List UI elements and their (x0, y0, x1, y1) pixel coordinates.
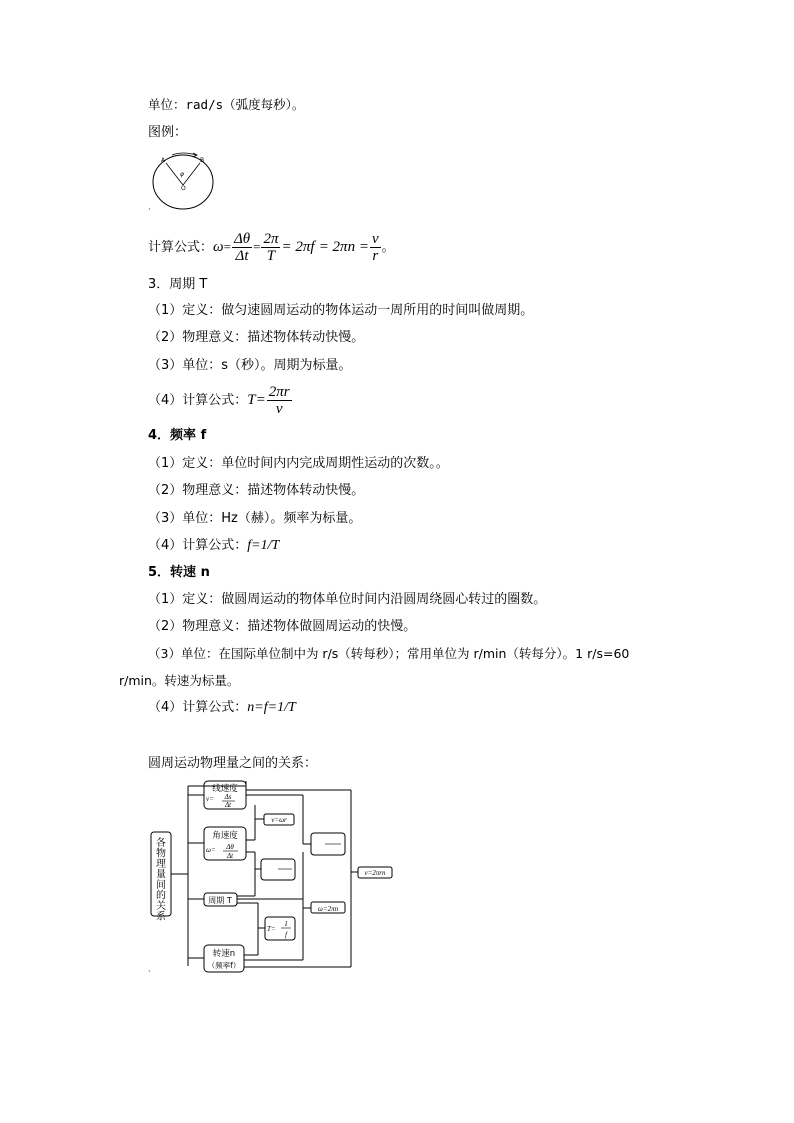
period-unit: （3）单位：s（秒）。周期为标量。 (148, 358, 352, 373)
svg-text:v=: v= (206, 795, 214, 803)
bullet-mark: · (148, 205, 151, 214)
period-heading: 3．周期 T (148, 277, 208, 292)
speed-box-sub: （频率f） (207, 961, 241, 970)
side-label-char: 系 (156, 911, 166, 923)
side-label (156, 836, 166, 923)
period-formula: （4）计算公式：T= $\frac{2\pi r}{v}$ (148, 384, 290, 417)
speed-formula: （4）计算公式：n=f=1/T (148, 700, 296, 715)
relation-diagram (148, 778, 398, 974)
frequency-formula: （4）计算公式：f=1/T (148, 538, 280, 553)
svg-text:f: f (285, 931, 287, 939)
speed-box-label: 转速n (212, 949, 236, 959)
speed-unit-line1: （3）单位：在国际单位制中为 r/s（转每秒）；常用单位为 r/min（转每分）。1 r/s=60 (148, 646, 630, 661)
speed-definition: （1）定义：做圆周运动的物体单位时间内沿圆周绕圆心转过的圈数。 (148, 592, 547, 607)
omega-2pi-t-box (261, 859, 295, 880)
angular-figure (150, 150, 216, 212)
side-label-char: 的 (156, 890, 166, 902)
fraction-v-r: $\frac{v}{r}$ (371, 231, 379, 264)
fraction-dtheta-dt: $\frac{\Delta\theta}{\Delta t}$ (233, 231, 251, 264)
speed-meaning: （2）物理意义：描述物体做圆周运动的快慢。 (148, 619, 417, 634)
formula-prefix: 计算公式： (148, 240, 214, 255)
side-label-char: 物 (156, 848, 166, 860)
angle-label: φ (180, 171, 184, 178)
legend-label: 图例： (148, 125, 188, 140)
svg-text:Δt: Δt (226, 852, 234, 860)
frequency-heading: 4．频率 f (148, 428, 207, 443)
frequency-meaning: （2）物理意义：描述物体转动快慢。 (148, 483, 365, 498)
side-label-char: 关 (156, 901, 166, 912)
v-omega-r: v=ωr (271, 816, 287, 824)
speed-unit-line2: r/min。转速为标量。 (119, 673, 240, 688)
angular-speed-label: 角速度 (212, 831, 238, 841)
point-b: B (200, 157, 205, 164)
v-2pirn: v=2πrn (364, 869, 386, 877)
relation-title: 圆周运动物理量之间的关系： (148, 756, 318, 771)
period-definition: （1）定义：做匀速圆周运动的物体运动一周所用的时间叫做周期。 (148, 303, 534, 318)
omega-2pin: ω=2πn (317, 905, 339, 913)
side-label-char: 量 (156, 869, 166, 881)
svg-text:Δθ: Δθ (226, 843, 234, 851)
unit-line: 单位：rad/s（弧度每秒）。 (148, 97, 305, 112)
point-a: A (161, 157, 166, 164)
speed-heading: 5．转速 n (148, 565, 210, 580)
omega-formula: 计算公式：ω= $\frac{\Delta\theta}{\Delta t}$ = $\frac{2\pi}{T}$ = 2πf = 2πn = $\frac{v}{r}$ 。 (148, 231, 395, 264)
svg-text:ω=: ω= (206, 846, 216, 854)
svg-text:1: 1 (284, 920, 288, 928)
svg-text:Δt: Δt (224, 801, 232, 809)
period-meaning: （2）物理意义：描述物体转动快慢。 (148, 330, 365, 345)
radius-b (183, 163, 200, 185)
fraction-2pir-v: $\frac{2\pi r}{v}$ (268, 384, 290, 417)
svg-text:各物理量间的关系 (156, 836, 166, 923)
fraction-2pi-t: $\frac{2\pi}{T}$ (263, 231, 279, 264)
frequency-definition: （1）定义：单位时间内内完成周期性运动的次数。。 (148, 456, 449, 471)
period-box-label: 周期 T (208, 896, 232, 905)
svg-text:Δs: Δs (224, 793, 232, 801)
linear-speed-label: 线速度 (212, 784, 238, 794)
side-label-char: 间 (156, 880, 166, 891)
center-label: O (181, 185, 186, 192)
side-label-char: 理 (156, 859, 166, 870)
bullet-mark-2: · (148, 967, 151, 976)
frequency-unit: （3）单位：Hz（赫）。频率为标量。 (148, 511, 362, 526)
side-label-char: 各 (156, 838, 166, 849)
svg-text:T=: T= (267, 925, 276, 933)
